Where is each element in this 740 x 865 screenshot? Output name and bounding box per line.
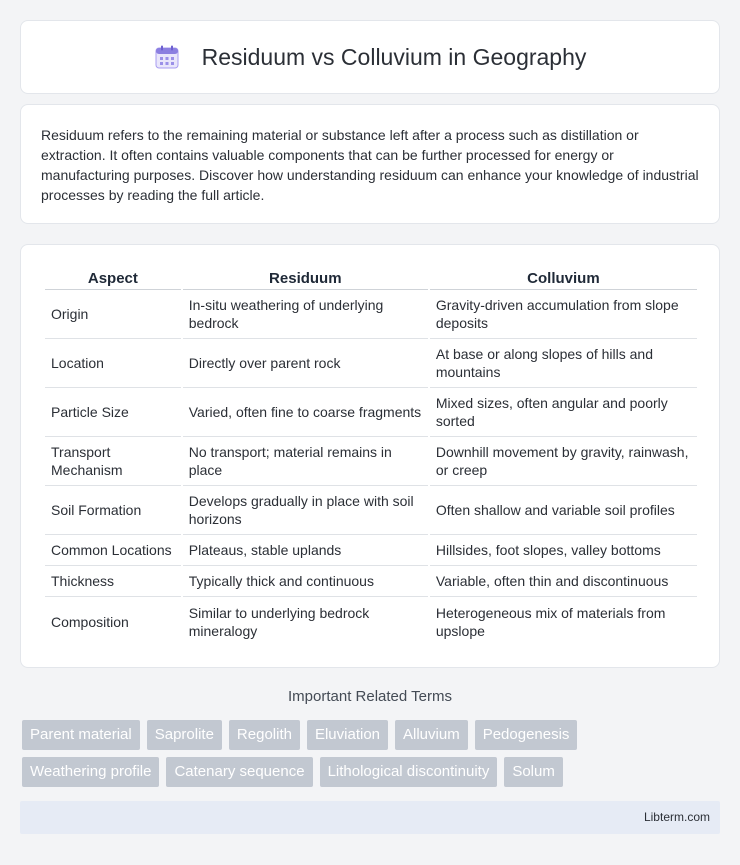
related-term-tag[interactable]: Regolith <box>229 720 300 750</box>
column-header-residuum: Residuum <box>183 265 428 290</box>
table-cell: Thickness <box>45 566 181 597</box>
related-terms-row <box>22 720 722 757</box>
related-term-tag[interactable]: Saprolite <box>147 720 222 750</box>
table-row <box>45 535 697 566</box>
related-terms-row <box>22 757 722 794</box>
table-cell: Develops gradually in place with soil horizons <box>183 486 428 535</box>
comparison-table-card <box>20 244 720 668</box>
table-cell: Typically thick and continuous <box>183 566 428 597</box>
table-row <box>45 597 697 646</box>
footer-site-link[interactable]: Libterm.com <box>643 810 710 824</box>
related-term-tag[interactable]: Solum <box>504 757 563 787</box>
table-cell: In-situ weathering of underlying bedrock <box>183 290 428 339</box>
related-term-tag[interactable]: Alluvium <box>395 720 468 750</box>
related-term-tag[interactable]: Eluviation <box>307 720 388 750</box>
related-term-tag[interactable]: Parent material <box>22 720 140 750</box>
related-term-tag[interactable]: Catenary sequence <box>166 757 312 787</box>
table-cell: Similar to underlying bedrock mineralogy <box>188 604 370 639</box>
table-cell: Directly over parent rock <box>183 339 428 388</box>
table-row <box>45 339 697 388</box>
calendar-icon <box>154 44 180 70</box>
table-cell: Particle Size <box>45 388 181 437</box>
table-cell: Gravity-driven accumulation from slope deposits <box>430 290 697 339</box>
table-row <box>45 388 697 437</box>
table-cell: Origin <box>45 290 181 339</box>
footer <box>20 801 720 834</box>
table-header-row <box>45 265 697 290</box>
table-cell: Transport Mechanism <box>45 437 181 486</box>
column-header-colluvium: Colluvium <box>430 265 697 290</box>
table-row <box>45 486 697 535</box>
table-cell: Heterogeneous mix of materials from upslope <box>435 604 666 639</box>
table-row <box>45 437 697 486</box>
table-row <box>45 566 697 597</box>
related-terms-heading: Important Related Terms <box>288 688 452 705</box>
intro-text: Residuum refers to the remaining material or substance left after a process such as distillation or extraction. It often contains valuable components that can be further processed for energy or manufacturing purposes. Discover how understanding residuum can enhance your knowledge of industrial processes by reading the full article. <box>41 127 699 203</box>
related-term-tag[interactable]: Pedogenesis <box>475 720 578 750</box>
related-term-tag[interactable]: Lithological discontinuity <box>320 757 498 787</box>
table-cell: At base or along slopes of hills and mountains <box>430 339 697 388</box>
related-terms-list <box>22 720 722 794</box>
table-cell: Common Locations <box>45 535 181 566</box>
table-cell: Hillsides, foot slopes, valley bottoms <box>430 535 697 566</box>
table-cell: Varied, often fine to coarse fragments <box>183 388 428 437</box>
comparison-table <box>43 265 699 646</box>
title-card <box>20 20 720 94</box>
column-header-aspect: Aspect <box>45 265 181 290</box>
table-row <box>45 290 697 339</box>
table-cell: Variable, often thin and discontinuous <box>430 566 697 597</box>
table-cell: Composition <box>51 613 129 630</box>
table-cell: Often shallow and variable soil profiles <box>430 486 697 535</box>
table-cell: Location <box>45 339 181 388</box>
related-term-tag[interactable]: Weathering profile <box>22 757 159 787</box>
table-cell: Plateaus, stable uplands <box>183 535 428 566</box>
table-cell: Downhill movement by gravity, rainwash, or creep <box>430 437 697 486</box>
intro-card <box>20 104 720 224</box>
table-cell: No transport; material remains in place <box>183 437 428 486</box>
table-cell: Mixed sizes, often angular and poorly sorted <box>430 388 697 437</box>
page-title: Residuum vs Colluvium in Geography <box>201 43 587 70</box>
table-cell: Soil Formation <box>45 486 181 535</box>
